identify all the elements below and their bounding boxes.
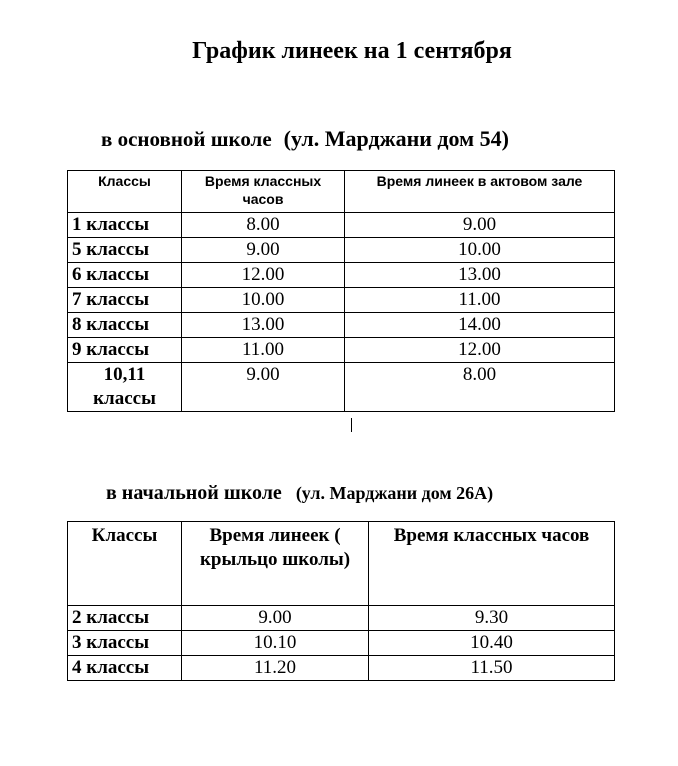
primary-school-heading-label: в начальной школе bbox=[106, 482, 282, 504]
assembly-time-cell: 14.00 bbox=[345, 313, 615, 338]
page-title: График линеек на 1 сентября bbox=[192, 38, 512, 64]
table-row bbox=[68, 263, 615, 288]
main-school-heading bbox=[101, 125, 509, 153]
table-row bbox=[68, 213, 615, 238]
table-row bbox=[68, 656, 615, 681]
class-cell: 5 классы bbox=[68, 238, 182, 263]
class-hour-cell: 11.00 bbox=[182, 338, 345, 363]
class-hour-cell: 9.30 bbox=[369, 606, 615, 631]
class-hour-cell: 8.00 bbox=[182, 213, 345, 238]
table-row bbox=[68, 288, 615, 313]
assembly-time-cell: 9.00 bbox=[182, 606, 369, 631]
table-row bbox=[68, 313, 615, 338]
primary-school-address: (ул. Марджани дом 26А) bbox=[295, 483, 494, 503]
main-school-schedule-table bbox=[67, 170, 615, 412]
class-cell: 4 классы bbox=[68, 656, 182, 681]
class-cell: 2 классы bbox=[68, 606, 182, 631]
class-cell: 6 классы bbox=[68, 263, 182, 288]
class-hour-cell: 9.00 bbox=[182, 238, 345, 263]
class-hour-cell: 12.00 bbox=[182, 263, 345, 288]
table-row bbox=[68, 338, 615, 363]
class-hour-cell: 13.00 bbox=[182, 313, 345, 338]
table-row bbox=[68, 631, 615, 656]
class-cell: 7 классы bbox=[68, 288, 182, 313]
main-school-address: (ул. Марджани дом 54) bbox=[283, 126, 509, 151]
column-header-classes: Классы bbox=[68, 171, 182, 213]
class-hour-cell: 11.50 bbox=[369, 656, 615, 681]
table-row bbox=[68, 363, 615, 412]
assembly-time-cell: 10.00 bbox=[345, 238, 615, 263]
assembly-time-cell: 10.10 bbox=[182, 631, 369, 656]
class-cell: 10,11 классы bbox=[68, 363, 182, 412]
assembly-time-cell: 11.20 bbox=[182, 656, 369, 681]
column-header-assembly: Время линеек ( крыльцо школы) bbox=[182, 522, 369, 606]
assembly-time-cell: 9.00 bbox=[345, 213, 615, 238]
column-header-classes: Классы bbox=[68, 522, 182, 606]
assembly-time-cell: 11.00 bbox=[345, 288, 615, 313]
assembly-time-cell: 8.00 bbox=[345, 363, 615, 412]
text-cursor bbox=[351, 418, 352, 432]
assembly-time-cell: 12.00 bbox=[345, 338, 615, 363]
column-header-class-hour: Время классных часов bbox=[182, 171, 345, 213]
class-cell: 3 классы bbox=[68, 631, 182, 656]
class-hour-cell: 10.00 bbox=[182, 288, 345, 313]
class-cell: 9 классы bbox=[68, 338, 182, 363]
column-header-class-hour: Время классных часов bbox=[369, 522, 615, 606]
class-hour-cell: 9.00 bbox=[182, 363, 345, 412]
table-row bbox=[68, 606, 615, 631]
primary-school-heading bbox=[106, 480, 493, 506]
table-row bbox=[68, 238, 615, 263]
assembly-time-cell: 13.00 bbox=[345, 263, 615, 288]
main-school-heading-label: в основной школе bbox=[101, 127, 272, 151]
table-header-row bbox=[68, 171, 615, 213]
table-header-row bbox=[68, 522, 615, 606]
class-cell: 8 классы bbox=[68, 313, 182, 338]
class-hour-cell: 10.40 bbox=[369, 631, 615, 656]
column-header-assembly: Время линеек в актовом зале bbox=[345, 171, 615, 213]
class-cell: 1 классы bbox=[68, 213, 182, 238]
primary-school-schedule-table bbox=[67, 521, 615, 681]
